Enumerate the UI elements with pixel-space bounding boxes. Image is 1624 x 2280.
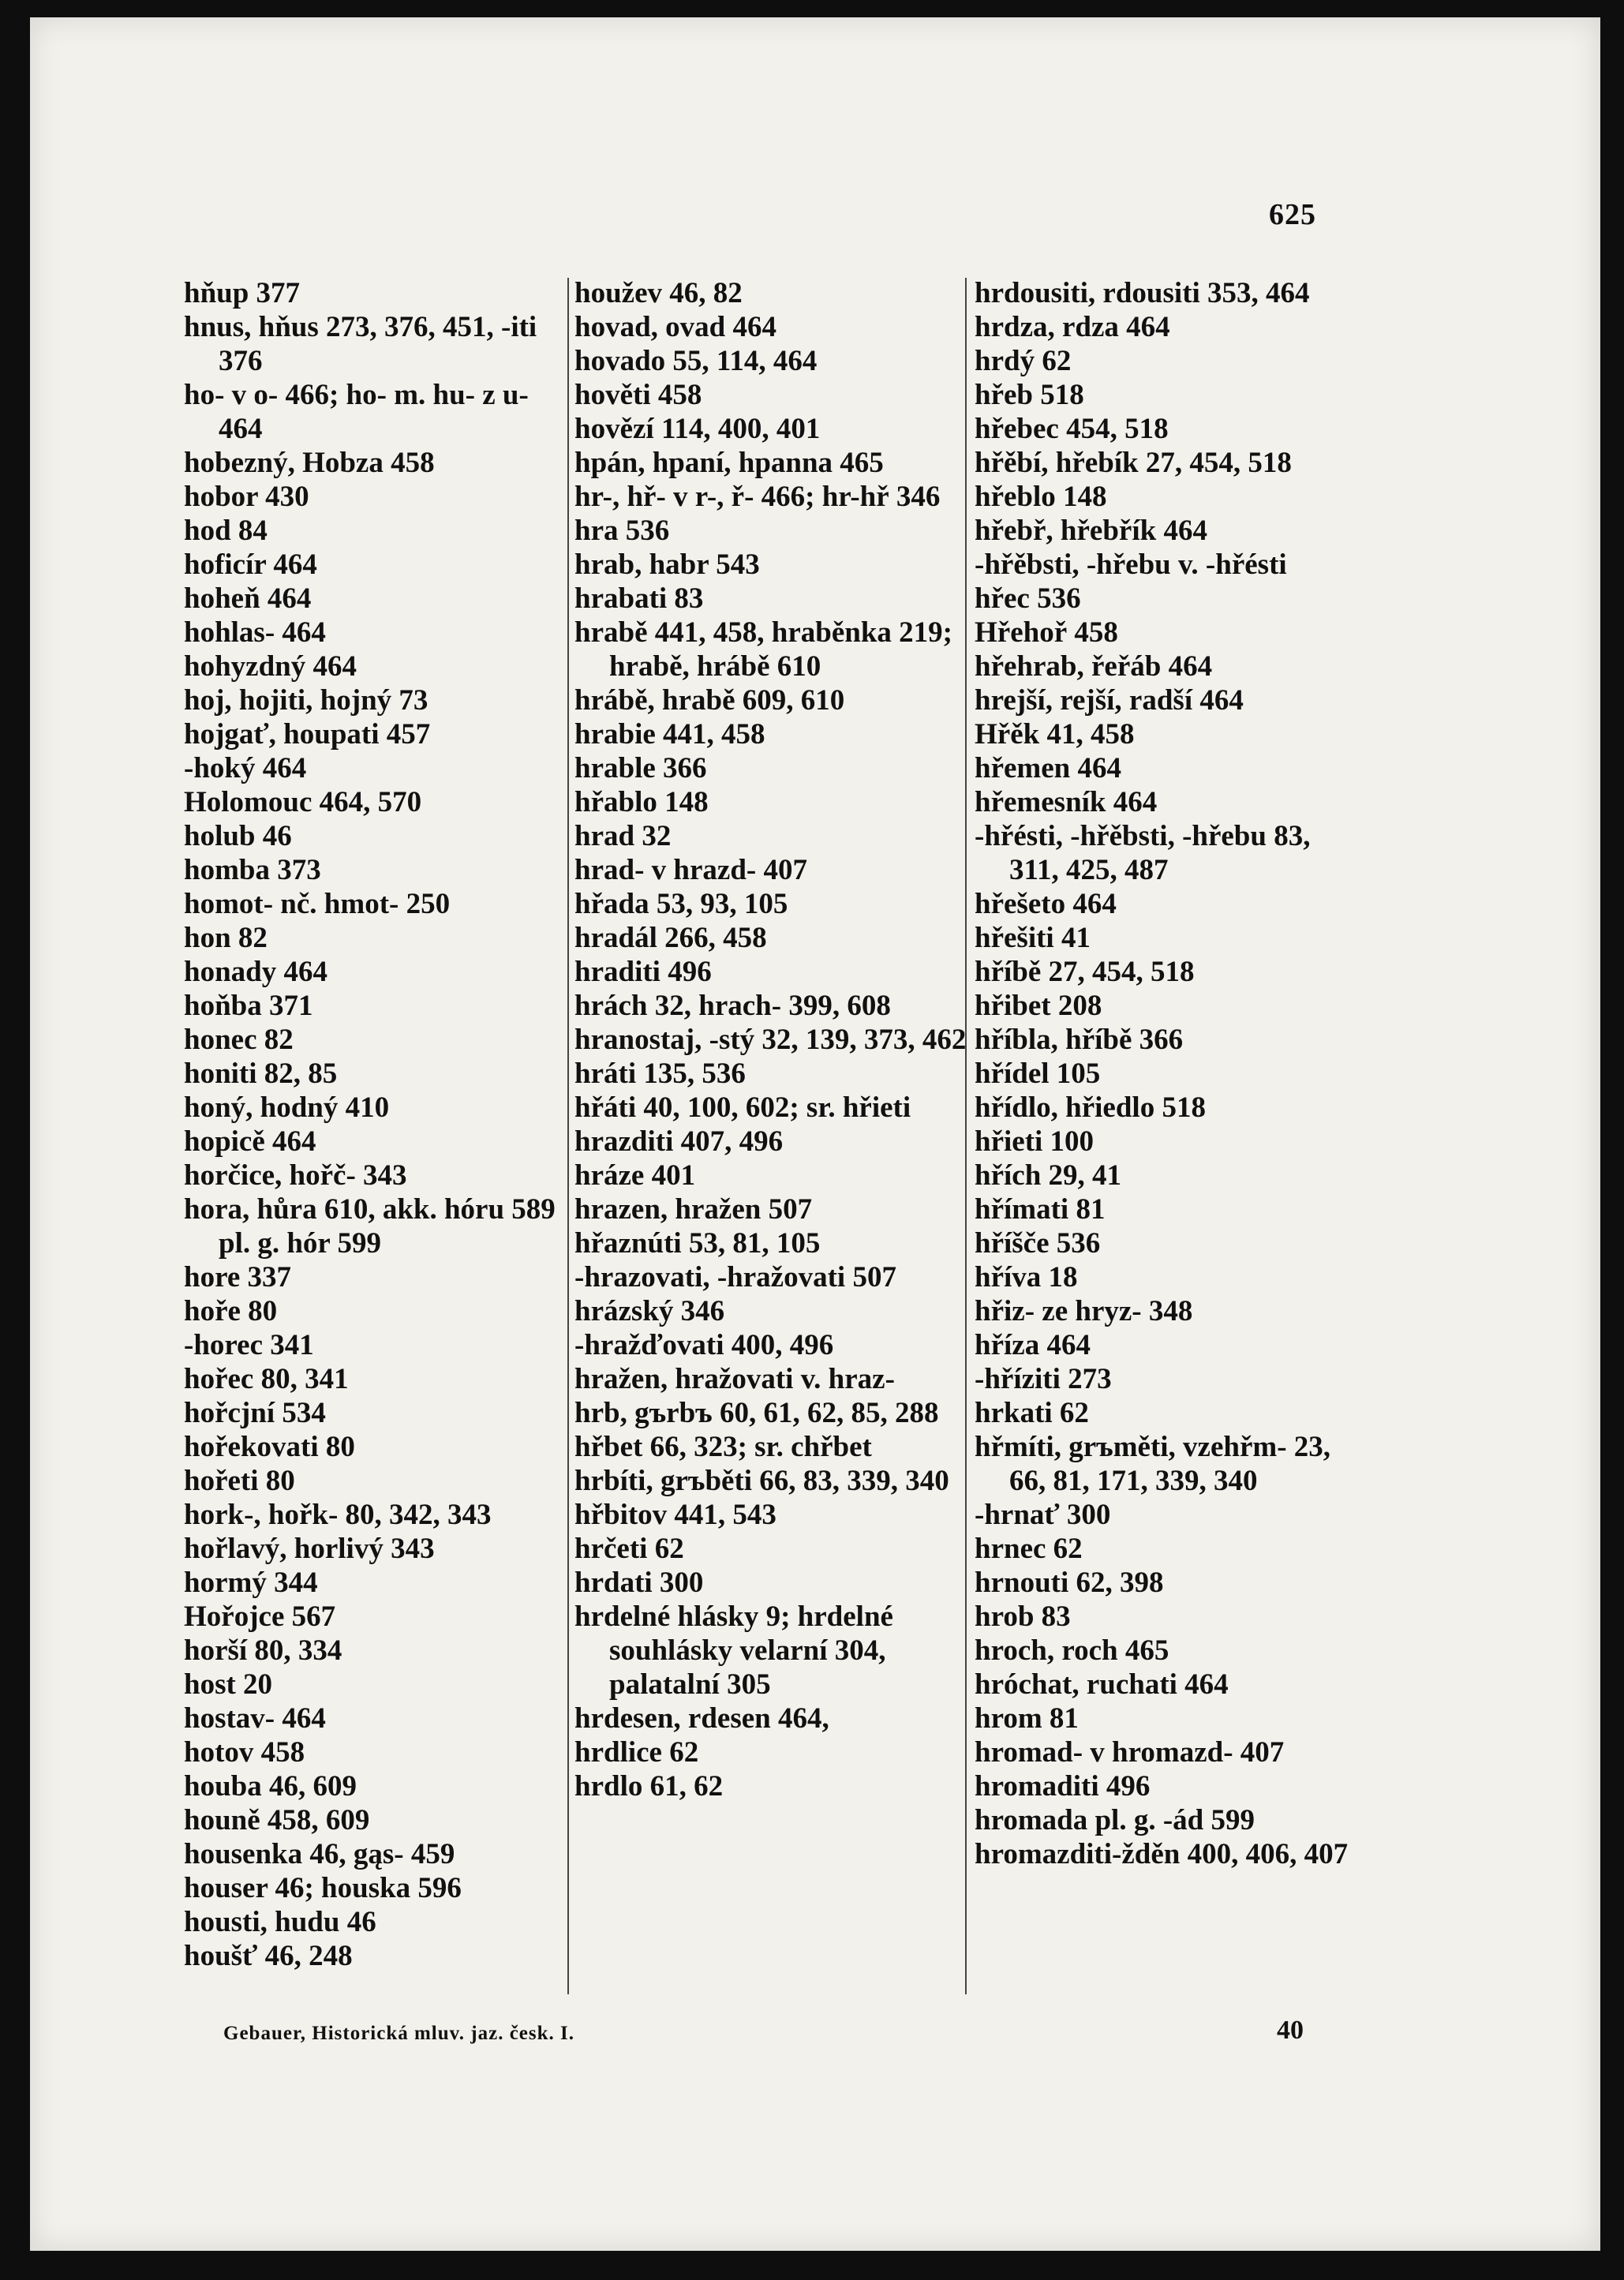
index-entry: hoficír 464 [184,548,317,581]
index-entry: hrčeti 62 [574,1533,684,1565]
index-entry: honý, hodný 410 [184,1091,390,1124]
index-entry: hráze 401 [574,1159,696,1192]
index-entry: hohlas- 464 [184,616,326,649]
footer-signature: Gebauer, Historická mluv. jaz. česk. I. [223,2023,575,2044]
index-entry: hrabě 441, 458, hraběnka 219; hrabě, hrábě 610 [574,616,952,683]
index-entry: hrob 83 [975,1600,1071,1633]
index-entry: hróchat, ruchati 464 [975,1668,1229,1701]
index-entry: hňup 377 [184,277,301,309]
index-entry: hřmíti, grъměti, vzehřm- 23, 66, 81, 171, 339, 340 [975,1431,1331,1497]
index-entry: hřěbí, hřebík 27, 454, 518 [975,447,1292,479]
index-entry: holub 46 [184,820,292,852]
index-entry: houžev 46, 82 [574,277,743,309]
index-entry: hobor 430 [184,481,309,513]
index-entry: hrázský 346 [574,1295,725,1327]
index-entry: hřiz- ze hryz- 348 [975,1295,1193,1327]
index-entry: ho- v o- 466; ho- m. hu- z u- 464 [184,379,529,445]
index-entry: hrazen, hražen 507 [574,1193,813,1226]
index-entry: hoj, hojiti, hojný 73 [184,684,428,717]
index-entry: hříza 464 [975,1329,1091,1361]
index-entry: hradál 266, 458 [574,922,767,954]
index-entry: hrable 366 [574,752,707,784]
index-entry: hromad- v hromazd- 407 [975,1736,1285,1769]
index-entry: hromaditi 496 [975,1770,1151,1803]
index-entry: homot- nč. hmot- 250 [184,888,451,920]
index-entry: hrazditi 407, 496 [574,1125,784,1158]
index-entry: hřehrab, řeřáb 464 [975,650,1213,683]
index-entry: housenka 46, gąs- 459 [184,1838,455,1870]
index-entry: houně 458, 609 [184,1804,370,1836]
index-entry: hřaznúti 53, 81, 105 [574,1227,821,1260]
index-entry: hřebec 454, 518 [975,413,1169,445]
index-entry: hřemen 464 [975,752,1121,784]
index-entry: hrách 32, hrach- 399, 608 [574,990,891,1022]
index-entry: hoře 80 [184,1295,278,1327]
index-entry: hovězí 114, 400, 401 [574,413,821,445]
index-entry: hrnec 62 [975,1533,1083,1565]
index-entry: hřbitov 441, 543 [574,1499,776,1531]
index-entry: hovado 55, 114, 464 [574,345,818,377]
index-entry: honec 82 [184,1024,294,1056]
footer-sheet-number: 40 [1277,2016,1304,2045]
index-entry: hrdza, rdza 464 [975,311,1170,343]
index-entry: hříbě 27, 454, 518 [975,956,1195,988]
index-entry: hora, hůra 610, akk. hóru 589 pl. g. hór 599 [184,1193,556,1260]
index-entry: hotov 458 [184,1736,305,1769]
index-entry: hořlavý, horlivý 343 [184,1533,435,1565]
index-entry: hrdlo 61, 62 [574,1770,724,1803]
index-entry: honady 464 [184,956,327,988]
index-entry: hrdelné hlásky 9; hrdelné souhlásky velarní 304, palatalní 305 [574,1600,893,1701]
index-entry: -hražďovati 400, 496 [574,1329,834,1361]
index-entry: hřbet 66, 323; sr. chřbet [574,1431,872,1463]
index-column-1 [184,276,563,1973]
index-entry: hřibet 208 [975,990,1102,1022]
index-entry: hod 84 [184,515,268,547]
index-entry: hrb, gъrbъ 60, 61, 62, 85, 288 [574,1397,939,1429]
index-entry: horší 80, 334 [184,1634,342,1667]
index-column-2 [574,276,969,1803]
index-column-3 [975,276,1353,1871]
index-entry: hrdý 62 [975,345,1072,377]
index-entry: hrabie 441, 458 [574,718,765,751]
index-entry: hráti 135, 536 [574,1058,746,1090]
index-entry: homba 373 [184,854,321,886]
index-entry: hrábě, hrabě 609, 610 [574,684,845,717]
index-entry: hoňba 371 [184,990,313,1022]
index-entry: hormý 344 [184,1567,318,1599]
index-entry: hr-, hř- v r-, ř- 466; hr-hř 346 [574,481,941,513]
index-entry: hrom 81 [975,1702,1079,1735]
index-entry: hřada 53, 93, 105 [574,888,788,920]
index-entry: hon 82 [184,922,268,954]
index-entry: hřešiti 41 [975,922,1091,954]
index-entry: hork-, hořk- 80, 342, 343 [184,1499,492,1531]
index-entry: hroch, roch 465 [975,1634,1169,1667]
index-entry: hořcjní 534 [184,1397,326,1429]
index-entry: hoheň 464 [184,582,312,615]
index-entry: hrnouti 62, 398 [975,1567,1164,1599]
index-entry: hrabati 83 [574,582,704,615]
index-entry: -hrnať 300 [975,1499,1111,1531]
index-entry: hověti 458 [574,379,702,411]
index-entry: horčice, hořč- 343 [184,1159,407,1192]
index-entry: hromazditi-žděn 400, 406, 407 [975,1838,1349,1870]
index-entry: hra 536 [574,515,670,547]
index-entry: -hoký 464 [184,752,307,784]
index-entry: hrkati 62 [975,1397,1089,1429]
index-entry: hraditi 496 [574,956,712,988]
index-entry: hrad- v hrazd- 407 [574,854,807,886]
index-entry: hřídel 105 [975,1058,1101,1090]
index-entry: houšť 46, 248 [184,1940,353,1972]
index-entry: -hřěbsti, -hřebu v. -hřésti [975,548,1287,581]
book-page [30,17,1600,2251]
index-entry: hpán, hpaní, hpanna 465 [574,447,884,479]
index-entry: Holomouc 464, 570 [184,786,422,818]
index-entry: hrdlice 62 [574,1736,699,1769]
index-entry: hřídlo, hřiedlo 518 [975,1091,1206,1124]
index-entry: hrdati 300 [574,1567,704,1599]
index-entry: hranostaj, -stý 32, 139, 373, 462 [574,1024,967,1056]
index-entry: hřeb 518 [975,379,1084,411]
index-entry: hromada pl. g. -ád 599 [975,1804,1255,1836]
index-entry: hojgať, houpati 457 [184,718,431,751]
index-entry: housti, hudu 46 [184,1906,376,1938]
index-entry: houser 46; houska 596 [184,1872,462,1904]
index-entry: hříšče 536 [975,1227,1101,1260]
index-entry: hovad, ovad 464 [574,311,776,343]
index-entry: honiti 82, 85 [184,1058,338,1090]
index-entry: -horec 341 [184,1329,314,1361]
index-entry: hrdesen, rdesen 464, [574,1702,829,1735]
index-entry: hořekovati 80 [184,1431,355,1463]
index-entry: hnus, hňus 273, 376, 451, -iti 376 [184,311,537,377]
index-entry: host 20 [184,1668,273,1701]
index-entry: hořeti 80 [184,1465,295,1497]
index-entry: hrejší, rejší, radší 464 [975,684,1244,717]
index-entry: -hrazovati, -hražovati 507 [574,1261,896,1293]
index-entry: hostav- 464 [184,1702,326,1735]
index-entry: houba 46, 609 [184,1770,357,1803]
index-entry: hřímati 81 [975,1193,1106,1226]
index-entry: hřemesník 464 [975,786,1158,818]
index-entry: hrab, habr 543 [574,548,760,581]
index-entry: hražen, hražovati v. hraz- [574,1363,895,1395]
index-entry: hříva 18 [975,1261,1078,1293]
column-rule-left [567,278,569,1994]
index-entry: hřeblo 148 [975,481,1107,513]
index-entry: hořec 80, 341 [184,1363,349,1395]
index-entry: hore 337 [184,1261,292,1293]
index-entry: hřieti 100 [975,1125,1095,1158]
index-entry: hopicě 464 [184,1125,316,1158]
index-entry: hřablo 148 [574,786,709,818]
index-entry: hřešeto 464 [975,888,1117,920]
index-entry: hříbla, hříbě 366 [975,1024,1184,1056]
index-entry: hohyzdný 464 [184,650,357,683]
index-entry: hrad 32 [574,820,672,852]
index-entry: Hřehoř 458 [975,616,1118,649]
index-entry: Hořojce 567 [184,1600,336,1633]
index-entry: hřec 536 [975,582,1081,615]
index-entry: hřáti 40, 100, 602; sr. hřieti [574,1091,911,1124]
index-entry: hrbíti, grъběti 66, 83, 339, 340 [574,1465,949,1497]
index-entry: -hříziti 273 [975,1363,1112,1395]
page-number: 625 [1269,198,1316,231]
index-entry: -hřésti, -hřěbsti, -hřebu 83, 311, 425, 487 [975,820,1311,886]
index-entry: hobezný, Hobza 458 [184,447,435,479]
index-entry: hřebř, hřebřík 464 [975,515,1207,547]
index-entry: hrdousiti, rdousiti 353, 464 [975,277,1310,309]
index-entry: hřích 29, 41 [975,1159,1122,1192]
index-entry: Hřěk 41, 458 [975,718,1135,751]
